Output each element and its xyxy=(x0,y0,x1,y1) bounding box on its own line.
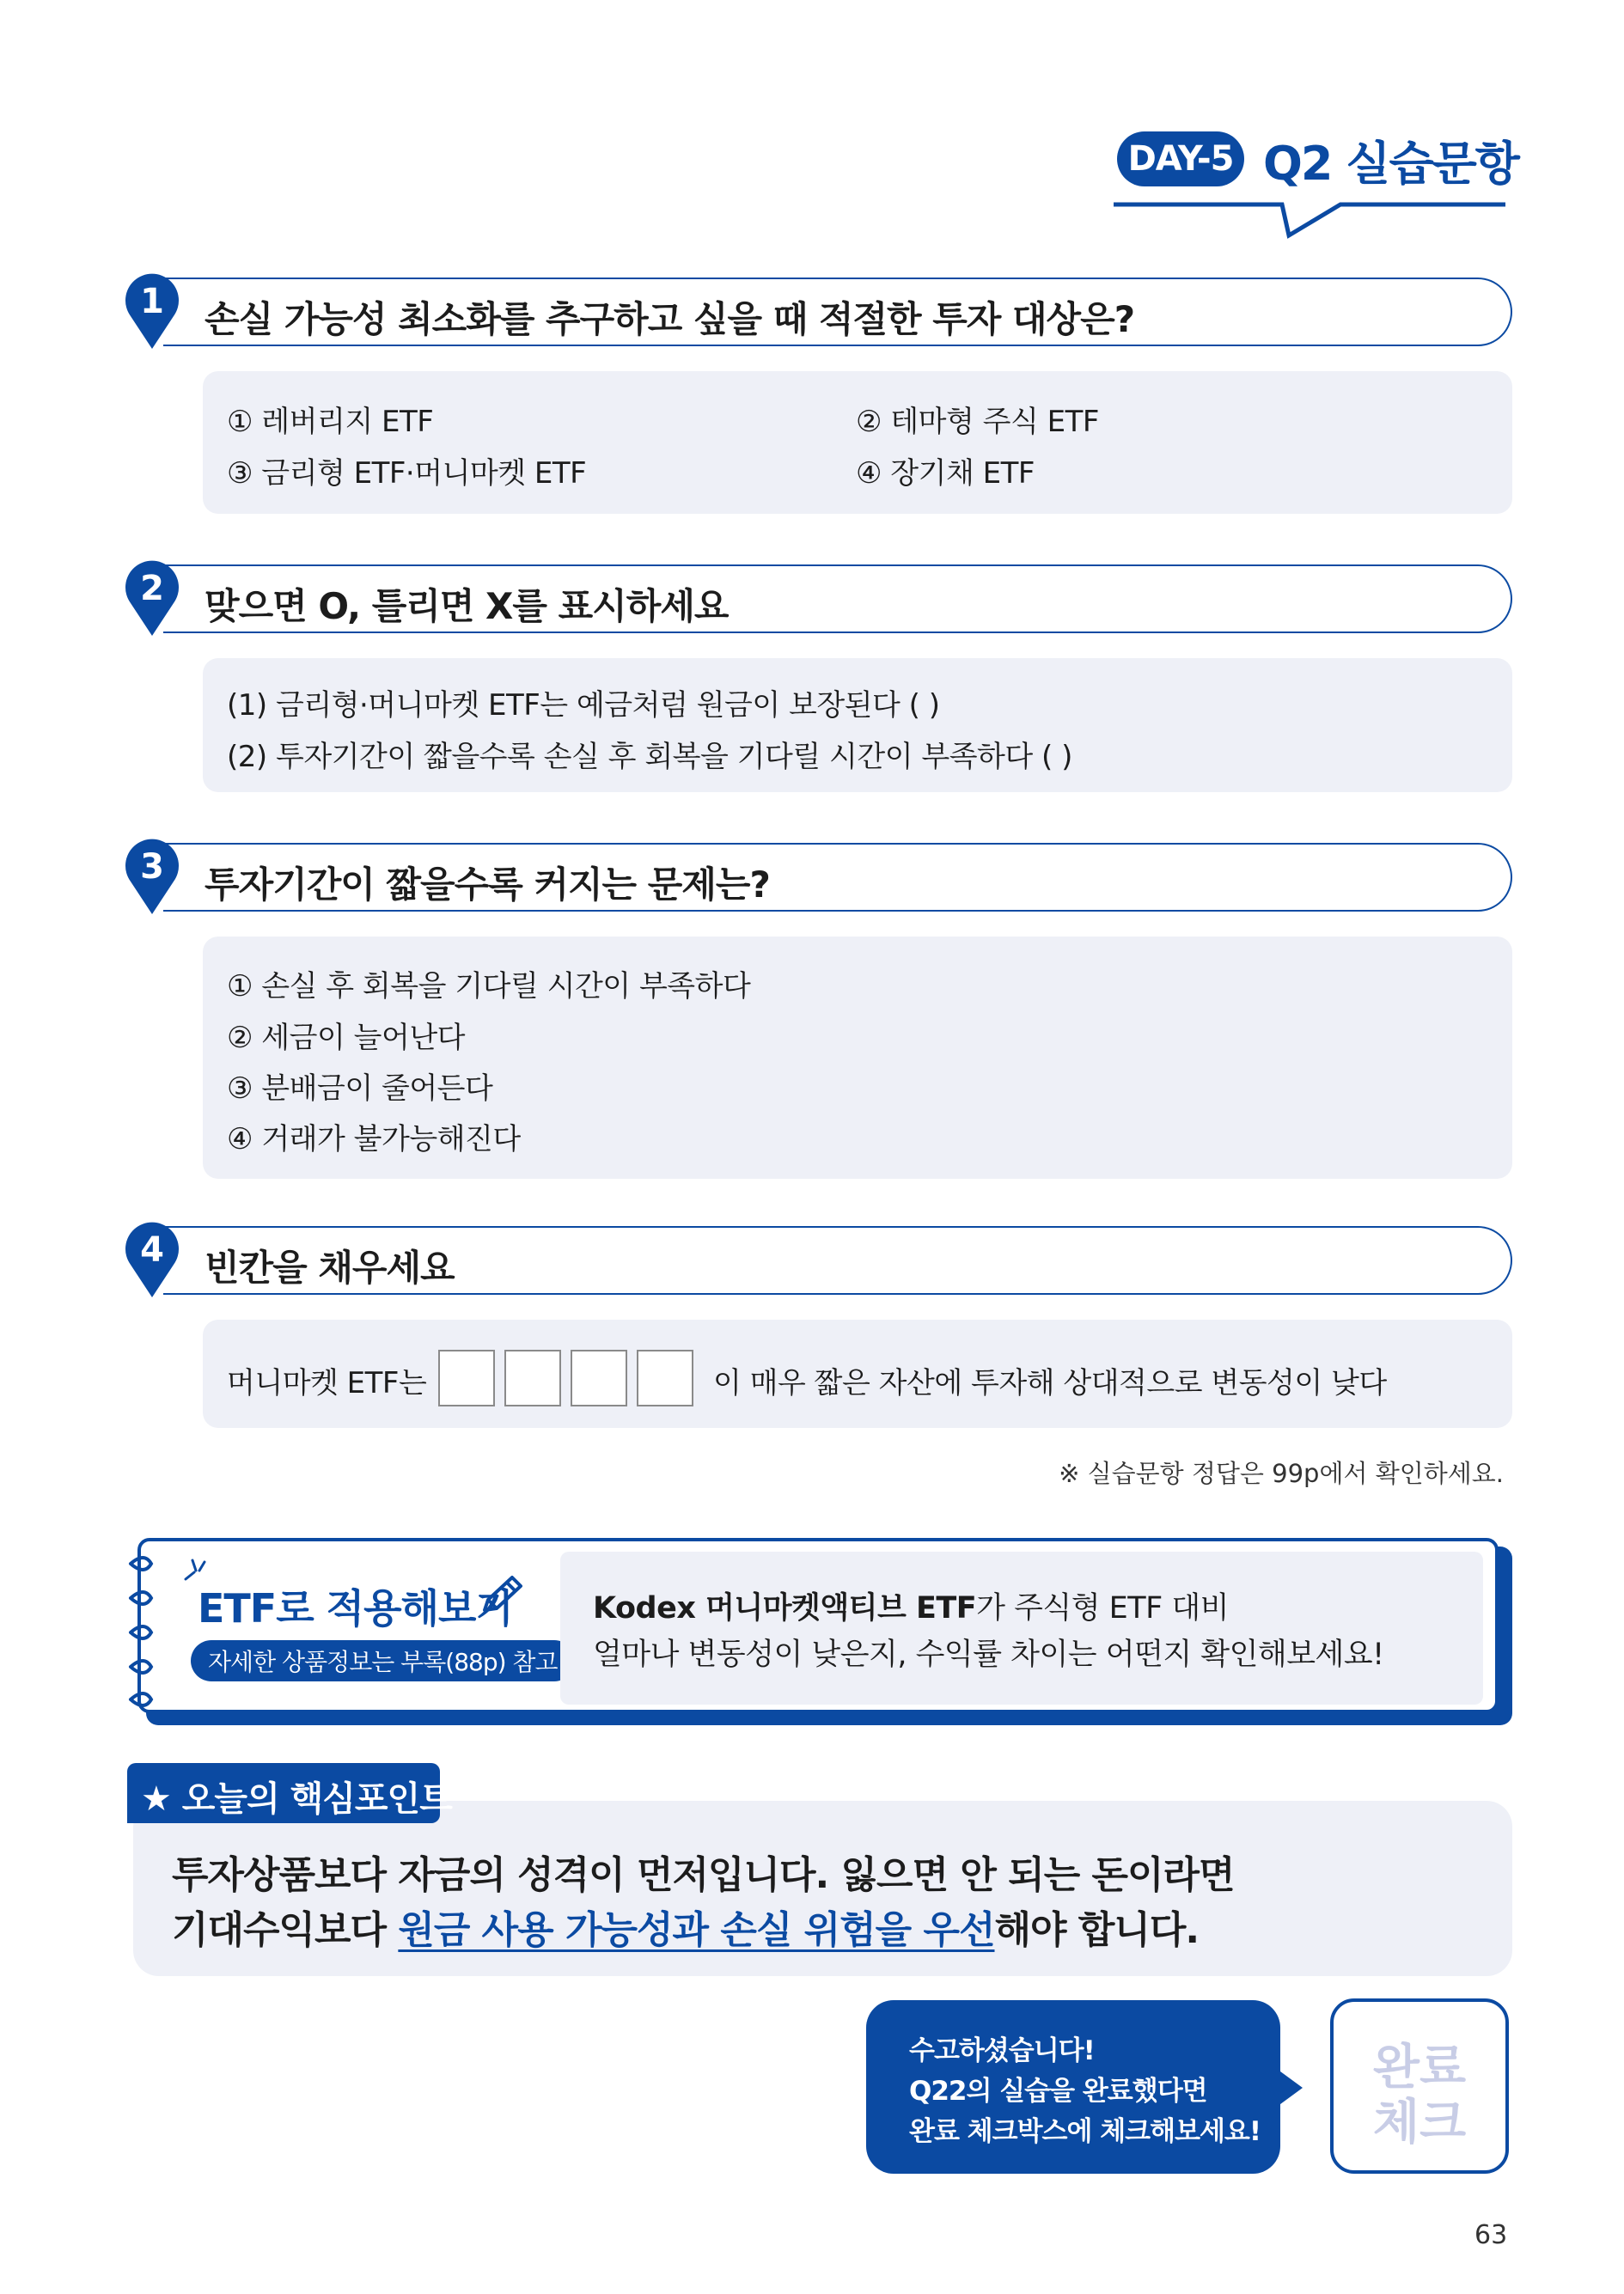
blank-box-2[interactable] xyxy=(504,1350,561,1406)
checkbox-label-line-2: 체크 xyxy=(1372,2095,1467,2151)
pencil-icon xyxy=(478,1572,526,1617)
binder-rings-icon xyxy=(125,1547,163,1710)
blank-box-4[interactable] xyxy=(637,1350,693,1406)
answer-note: ※ 실습문항 정답은 99p에서 확인하세요. xyxy=(1059,1459,1504,1488)
blank-box-1[interactable] xyxy=(438,1350,495,1406)
key-point-label: ★ 오늘의 핵심포인트 xyxy=(141,1779,452,1819)
header-underline xyxy=(0,0,1624,258)
question-1-option-3[interactable]: ③ 금리형 ETF·머니마켓 ETF xyxy=(227,456,587,491)
question-4-prefix: 머니마켓 ETF는 xyxy=(227,1366,427,1400)
checkbox-label-line-1: 완료 xyxy=(1372,2040,1467,2096)
page-title: Q2 실습문항 xyxy=(1263,137,1518,191)
etf-product-name: Kodex 머니마켓액티브 ETF xyxy=(593,1591,977,1626)
day-badge: DAY-5 xyxy=(1117,131,1244,186)
question-1-options xyxy=(203,371,1512,514)
question-2-number: 2 xyxy=(140,569,164,608)
question-3-option-3[interactable]: ③ 분배금이 줄어든다 xyxy=(227,1071,493,1106)
key-point-line-2 xyxy=(172,1899,1199,1954)
key-point-highlight: 원금 사용 가능성과 손실 위험을 우선 xyxy=(398,1908,995,1952)
question-1-option-4[interactable]: ④ 장기채 ETF xyxy=(856,456,1035,491)
bubble-line-3: 완료 체크박스에 체크해보세요! xyxy=(909,2116,1261,2147)
question-2-statement-1[interactable]: (1) 금리형·머니마켓 ETF는 예금처럼 원금이 보장된다 ( ) xyxy=(227,688,940,723)
etf-apply-line-1 xyxy=(593,1584,1229,1627)
question-3-text: 투자기간이 짧을수록 커지는 문제는? xyxy=(205,863,770,906)
etf-apply-reference: 자세한 상품정보는 부록(88p) 참고 xyxy=(191,1640,575,1681)
question-3-number: 3 xyxy=(140,847,164,887)
etf-line-1-rest: 가 주식형 ETF 대비 xyxy=(976,1591,1230,1626)
etf-apply-content xyxy=(560,1552,1483,1705)
key-point-line-2-post: 해야 합니다. xyxy=(994,1908,1200,1952)
bubble-line-1: 수고하셨습니다! xyxy=(909,2035,1095,2066)
question-1-option-2[interactable]: ② 테마형 주식 ETF xyxy=(856,405,1099,439)
question-1-text: 손실 가능성 최소화를 추구하고 싶을 때 적절한 투자 대상은? xyxy=(205,298,1135,340)
etf-apply-line-2: 얼마나 변동성이 낮은지, 수익률 차이는 어떤지 확인해보세요! xyxy=(593,1638,1384,1672)
key-point-line-2-pre: 기대수익보다 xyxy=(172,1908,399,1952)
question-4-suffix: 이 매우 짧은 자산에 투자해 상대적으로 변동성이 낮다 xyxy=(713,1366,1387,1400)
question-1-number: 1 xyxy=(140,282,164,321)
question-3-option-2[interactable]: ② 세금이 늘어난다 xyxy=(227,1021,466,1055)
blank-box-3[interactable] xyxy=(571,1350,627,1406)
bubble-tail xyxy=(1277,2069,1303,2107)
question-1-option-1[interactable]: ① 레버리지 ETF xyxy=(227,405,434,439)
etf-apply-title: ETF로 적용해보기 xyxy=(198,1585,513,1632)
question-2-text: 맞으면 O, 틀리면 X를 표시하세요 xyxy=(205,585,729,627)
bubble-line-2: Q22의 실습을 완료했다면 xyxy=(909,2076,1207,2107)
question-4-number: 4 xyxy=(140,1230,164,1270)
question-3-option-1[interactable]: ① 손실 후 회복을 기다릴 시간이 부족하다 xyxy=(227,969,751,1004)
page-number: 63 xyxy=(1474,2220,1508,2250)
key-point-line-1: 투자상품보다 자금의 성격이 먼저입니다. 잃으면 안 되는 돈이라면 xyxy=(172,1853,1235,1897)
question-4-text: 빈칸을 채우세요 xyxy=(205,1247,455,1289)
question-3-option-4[interactable]: ④ 거래가 불가능해진다 xyxy=(227,1122,521,1156)
question-2-statement-2[interactable]: (2) 투자기간이 짧을수록 손실 후 회복을 기다릴 시간이 부족하다 ( ) xyxy=(227,740,1072,774)
